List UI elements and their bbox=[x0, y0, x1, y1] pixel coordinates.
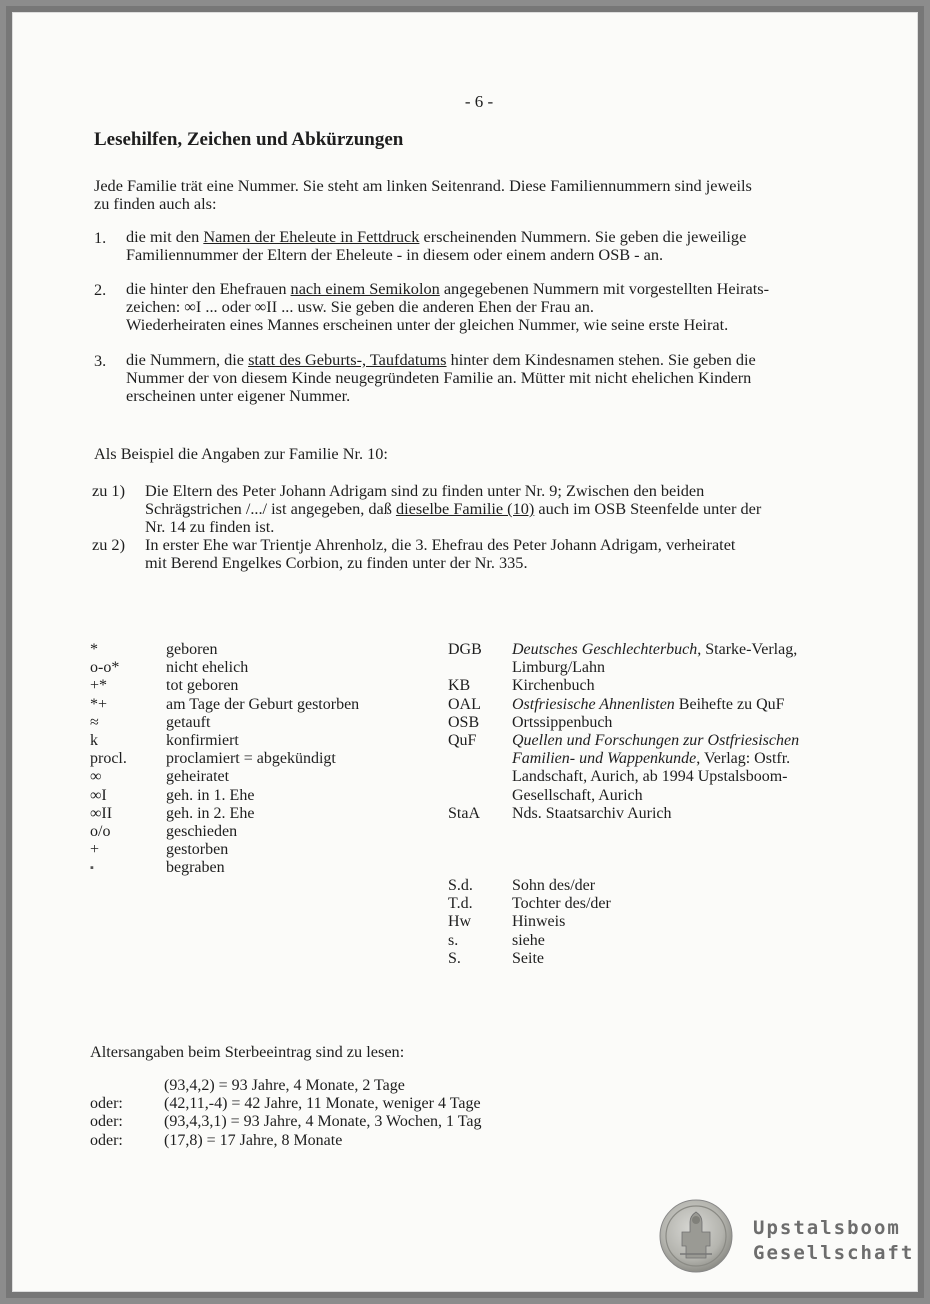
example-text: Die Eltern des Peter Johann Adrigam sind zu finden unter Nr. 9; Zwischen den beiden Schrägstrichen /.../ ist angegeben, daß dieselbe Familie (10) auch im OSB Steenfelde unter der Nr. 14 zu finden ist. bbox=[145, 481, 762, 536]
symbol: k bbox=[90, 732, 98, 750]
symbol-description: geh. in 1. Ehe bbox=[166, 786, 255, 804]
age-example-column bbox=[164, 1077, 482, 1150]
symbol: ∞II bbox=[90, 804, 113, 822]
abbreviation-description-column: Deutsches Geschlechterbuch, Starke-Verlag, Limburg/Lahn Kirchenbuch Ostfriesische Ahnenlisten Beihefte zu QuF Ortssippenbuch Quellen und Forschungen zur Ostfriesischen Familien- und Wappenkunde, Verlag: Ostfr. Landschaft, Aurich, ab 1994 Upstalsboom- Gesellschaft, Aurich Nds. Staatsarchiv Aurich bbox=[512, 641, 800, 822]
symbol-description: am Tage der Geburt gestorben bbox=[166, 695, 360, 713]
item-number: 2. bbox=[94, 280, 107, 299]
symbol: * bbox=[90, 641, 98, 658]
abbreviation-description-column-2: Sohn des/der Tochter des/der Hinweis siehe Seite bbox=[512, 877, 611, 967]
symbol: o-o* bbox=[90, 659, 120, 677]
seal-logo-icon bbox=[658, 1198, 734, 1274]
symbol: procl. bbox=[90, 750, 127, 768]
intro-paragraph: Jede Familie trät eine Nummer. Sie steht am linken Seitenrand. Diese Familiennummern sind jeweils zu finden auch als: bbox=[94, 176, 752, 213]
abbreviation: DGB bbox=[448, 641, 482, 658]
example-heading: Als Beispiel die Angaben zur Familie Nr. 10: bbox=[94, 444, 388, 463]
symbol-description: nicht ehelich bbox=[166, 659, 249, 677]
abbreviation: S.d. bbox=[448, 877, 473, 894]
age-example: (93,4,3,1) = 93 Jahre, 4 Monate, 3 Wochen, 1 Tag bbox=[164, 1113, 482, 1131]
symbol-description: geboren bbox=[166, 641, 218, 658]
symbol: + bbox=[90, 841, 100, 859]
symbol-description: geh. in 2. Ehe bbox=[166, 804, 255, 822]
item-number: 1. bbox=[94, 228, 107, 247]
symbol-description: getauft bbox=[166, 713, 211, 731]
logo-text: Upstalsboom Gesellschaft bbox=[753, 1217, 915, 1264]
abbreviation: OAL bbox=[448, 695, 481, 713]
abbreviation-column bbox=[448, 641, 482, 823]
age-heading: Altersangaben beim Sterbeeintrag sind zu lesen: bbox=[90, 1042, 405, 1061]
example-label: zu 1) bbox=[92, 481, 125, 500]
symbol-description: geschieden bbox=[166, 823, 238, 841]
age-example: (93,4,2) = 93 Jahre, 4 Monate, 2 Tage bbox=[164, 1077, 405, 1094]
symbol-description: proclamiert = abgekündigt bbox=[166, 750, 336, 768]
symbol-description: tot geboren bbox=[166, 677, 239, 695]
list-item: die hinter den Ehefrauen nach einem Semikolon angegebenen Nummern mit vorgestellten Heirats- zeichen: ∞I ... oder ∞II ... usw. Sie geben die anderen Ehen der Frau an. Wiederheiraten eines Mannes erscheinen unter der gleichen Nummer, wie seine erste Heirat. bbox=[126, 279, 770, 334]
example-label: zu 2) bbox=[92, 535, 125, 554]
symbol-description: geheiratet bbox=[166, 768, 230, 786]
abbreviation: KB bbox=[448, 677, 471, 695]
symbol: ≈ bbox=[90, 713, 99, 731]
abbreviation: QuF bbox=[448, 732, 477, 750]
symbol-description: gestorben bbox=[166, 841, 229, 859]
abbreviation: T.d. bbox=[448, 895, 473, 913]
symbol: +* bbox=[90, 677, 108, 695]
abbreviation: Hw bbox=[448, 913, 472, 931]
symbol: ∞ bbox=[90, 768, 102, 786]
symbol-description: konfirmiert bbox=[166, 732, 239, 750]
list-item: die Nummern, die statt des Geburts-, Taufdatums hinter dem Kindesnamen stehen. Sie geben die Nummer der von diesem Kinde neugegründeten Familie an. Mütter mit nicht ehelichen Kindern erscheinen unter eigener Nummer. bbox=[126, 350, 756, 405]
example-text: In erster Ehe war Trientje Ahrenholz, die 3. Ehefrau des Peter Johann Adrigam, verheiratet mit Berend Engelkes Corbion, zu finden unter der Nr. 335. bbox=[145, 535, 736, 572]
abbreviation: S. bbox=[448, 949, 461, 967]
age-label-column: oder: oder: oder: bbox=[90, 1095, 123, 1149]
symbol: ∞I bbox=[90, 786, 107, 804]
age-example: (17,8) = 17 Jahre, 8 Monate bbox=[164, 1131, 343, 1149]
abbreviation: OSB bbox=[448, 713, 480, 731]
symbol-description: begraben bbox=[166, 859, 225, 877]
document-page bbox=[12, 12, 918, 1292]
symbol: o/o bbox=[90, 823, 111, 841]
symbol: ▪ bbox=[90, 862, 94, 875]
page-number: - 6 - bbox=[464, 92, 494, 111]
abbreviation: s. bbox=[448, 931, 459, 949]
abbreviation-column-2 bbox=[448, 877, 473, 968]
symbol-description-column bbox=[166, 641, 359, 878]
page-title: Lesehilfen, Zeichen und Abkürzungen bbox=[94, 129, 404, 150]
list-item: die mit den Namen der Eheleute in Fettdruck erscheinenden Nummern. Sie geben die jeweilige Familiennummer der Eltern der Eheleute - in diesem oder einem andern OSB - an. bbox=[126, 227, 747, 264]
item-number: 3. bbox=[94, 351, 107, 370]
symbol: *+ bbox=[90, 695, 108, 713]
abbreviation: StaA bbox=[448, 804, 480, 822]
symbol-column bbox=[90, 641, 127, 878]
age-example: (42,11,-4) = 42 Jahre, 11 Monate, weniger 4 Tage bbox=[164, 1095, 481, 1113]
